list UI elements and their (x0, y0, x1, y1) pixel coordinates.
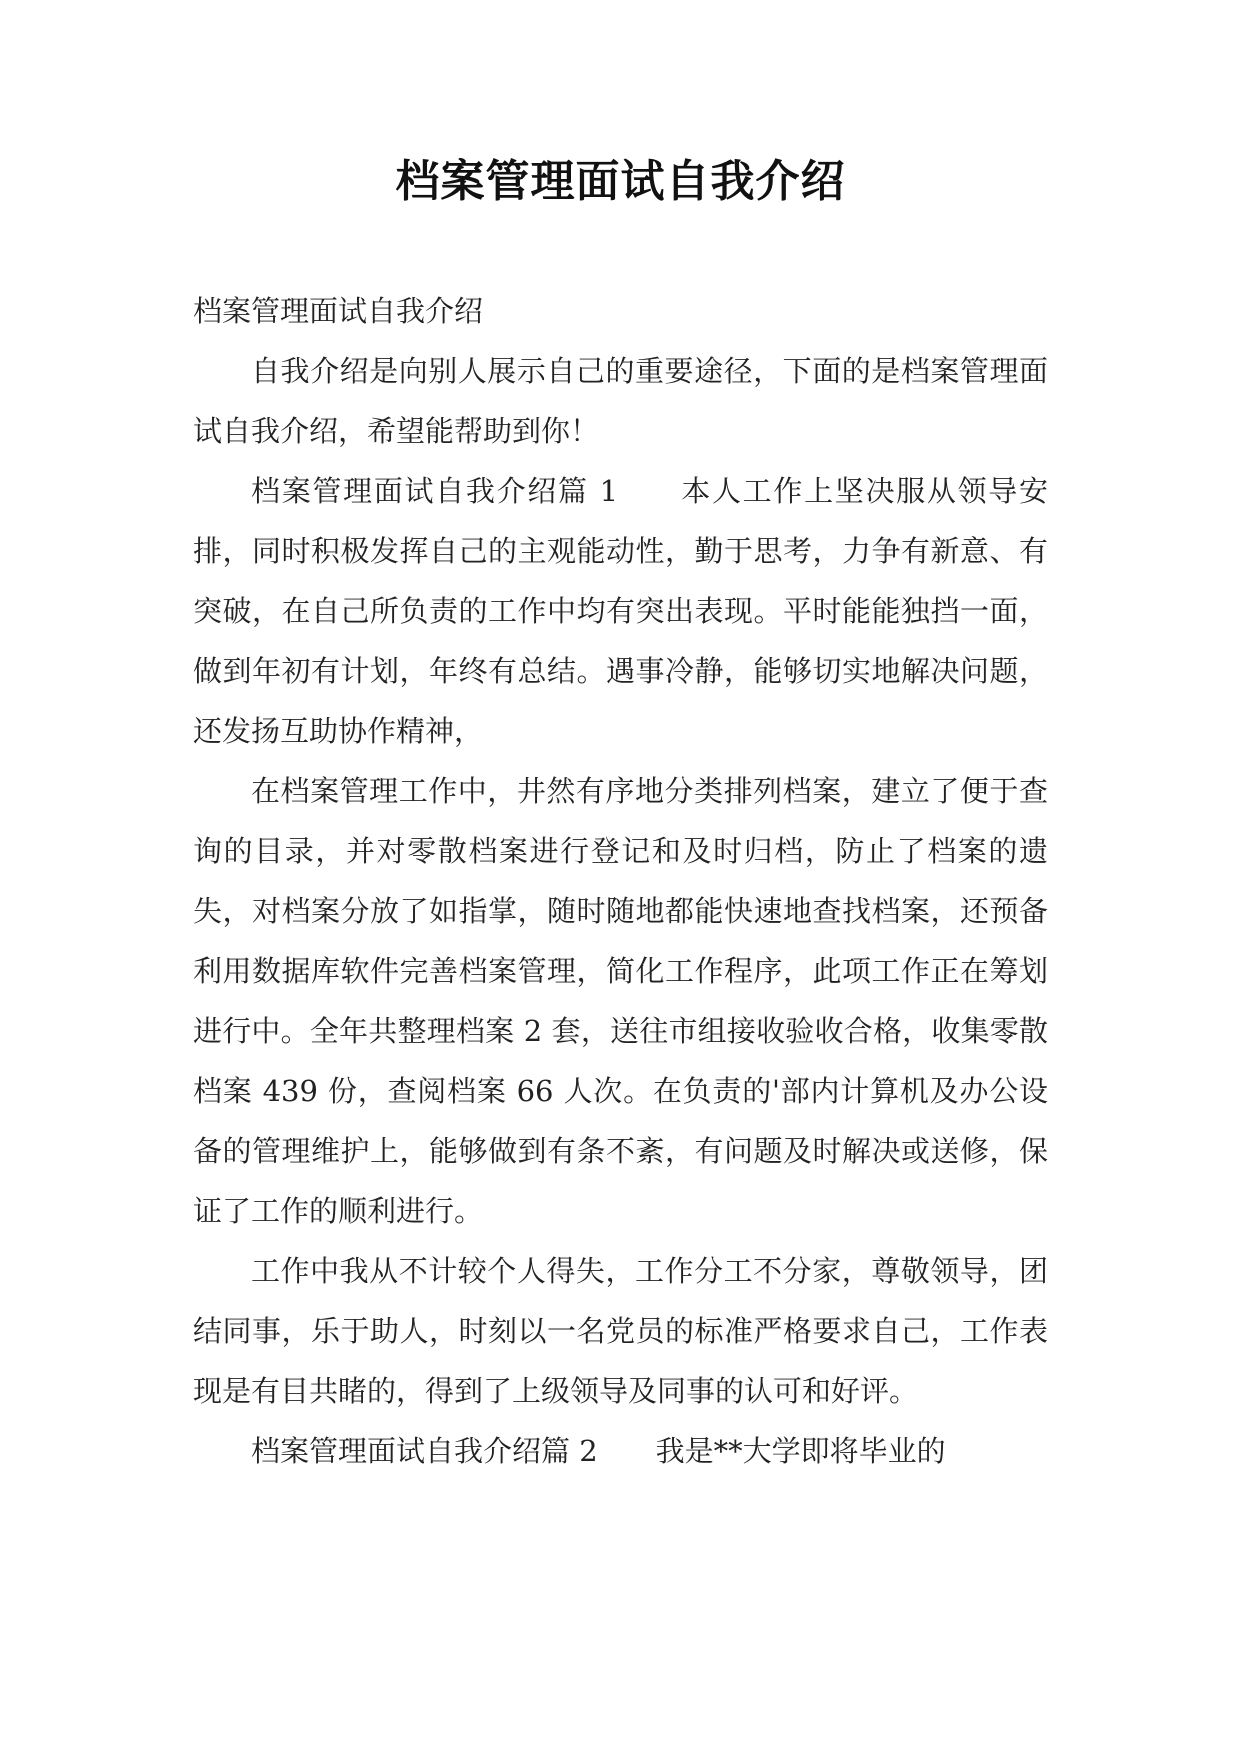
paragraph-intro: 自我介绍是向别人展示自己的重要途径，下面的是档案管理面试自我介绍，希望能帮助到你！ (193, 354, 1048, 448)
paragraph-heading: 档案管理面试自我介绍 (193, 294, 484, 328)
document-body (193, 281, 1048, 1481)
paragraph-archive-work: 在档案管理工作中，井然有序地分类排列档案，建立了便于查询的目录，并对零散档案进行登记和及时归档，防止了档案的遗失，对档案分放了如指掌，随时随地都能快速地查找档案，还预备利用数据库软件完善档案管理，简化工作程序，此项工作正在筹划进行中。全年共整理档案 2 套，送往市组接收验收合格，收集零散档案 439 份，查阅档案 66 人次。在负责的'部内计算机及办公设备的管理维护上，能够做到有条不紊，有问题及时解决或送修，保证了工作的顺利进行。 (193, 774, 1048, 1228)
paragraph-part1-start: 档案管理面试自我介绍篇 1 本人工作上坚决服从领导安排，同时积极发挥自己的主观能动性，勤于思考，力争有新意、有突破，在自己所负责的工作中均有突出表现。平时能能独挡一面，做到年初有计划，年终有总结。遇事冷静，能够切实地解决问题，还发扬互助协作精神， (193, 474, 1048, 748)
paragraph-attitude: 工作中我从不计较个人得失，工作分工不分家，尊敬领导，团结同事，乐于助人，时刻以一名党员的标准严格要求自己，工作表现是有目共睹的，得到了上级领导及同事的认可和好评。 (193, 1254, 1048, 1408)
paragraph-part2-start: 档案管理面试自我介绍篇 2 我是**大学即将毕业的 (251, 1434, 946, 1468)
document-title: 档案管理面试自我介绍 (395, 156, 846, 207)
